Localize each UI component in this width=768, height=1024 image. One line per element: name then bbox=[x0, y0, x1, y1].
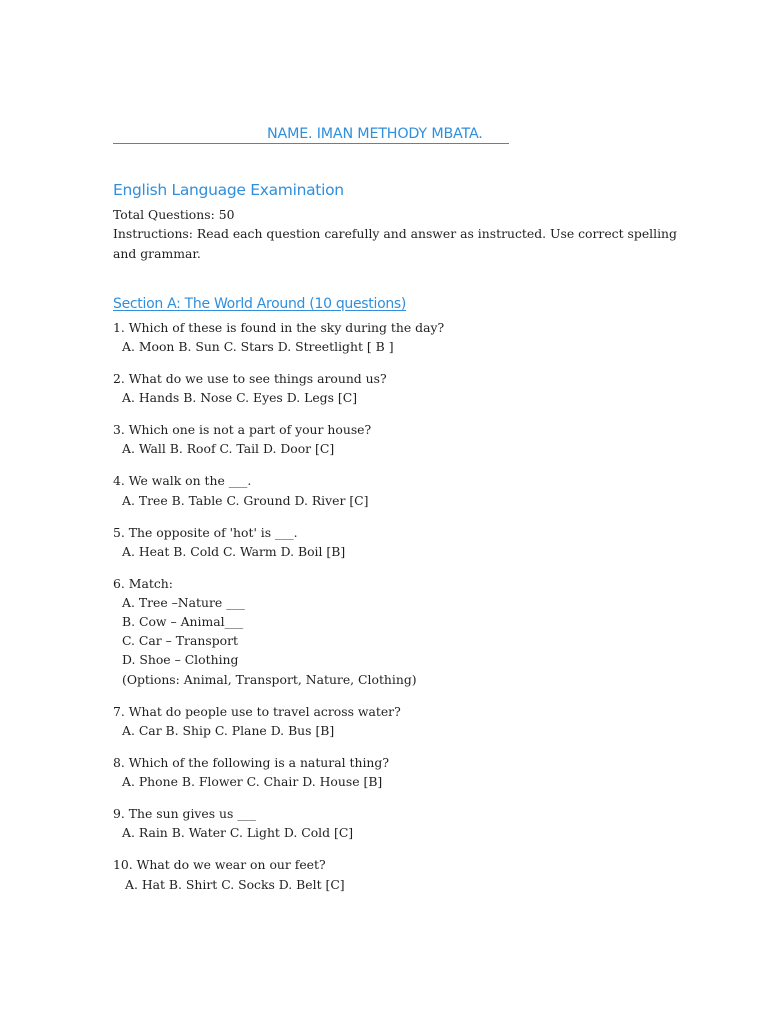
question-1-options: A. Moon B. Sun C. Stars D. Streetlight [ B ] bbox=[122, 339, 394, 354]
question-8-options: A. Phone B. Flower C. Chair D. House [B] bbox=[122, 774, 383, 789]
match-options: (Options: Animal, Transport, Nature, Clothing) bbox=[122, 672, 417, 687]
question-9-options: A. Rain B. Water C. Light D. Cold [C] bbox=[122, 825, 354, 840]
question-5-options: A. Heat B. Cold C. Warm D. Boil [B] bbox=[122, 544, 346, 559]
question-7: 7. What do people use to travel across water? bbox=[113, 704, 401, 719]
student-name: NAME. IMAN METHODY MBATA. bbox=[267, 126, 483, 142]
match-line-b: B. Cow – Animal___ bbox=[122, 614, 244, 629]
question-10-options: A. Hat B. Shirt C. Socks D. Belt [C] bbox=[125, 877, 345, 892]
question-3: 3. Which one is not a part of your house? bbox=[113, 422, 372, 437]
total-questions: Total Questions: 50 bbox=[113, 207, 235, 222]
question-5: 5. The opposite of 'hot' is ___. bbox=[113, 525, 298, 540]
question-4: 4. We walk on the ___. bbox=[113, 473, 252, 488]
question-2: 2. What do we use to see things around us? bbox=[113, 371, 387, 386]
section-a-title: Section A: The World Around (10 questions) bbox=[113, 296, 407, 312]
instructions-line-1: Instructions: Read each question carefully and answer as instructed. Use correct spelling bbox=[113, 226, 677, 241]
exam-title: English Language Examination bbox=[113, 181, 344, 199]
match-line-a: A. Tree –Nature ___ bbox=[122, 595, 245, 610]
question-2-options: A. Hands B. Nose C. Eyes D. Legs [C] bbox=[122, 390, 358, 405]
question-6: 6. Match: bbox=[113, 576, 173, 591]
match-line-d: D. Shoe – Clothing bbox=[122, 652, 239, 667]
match-line-c: C. Car – Transport bbox=[122, 633, 238, 648]
question-7-options: A. Car B. Ship C. Plane D. Bus [B] bbox=[122, 723, 335, 738]
question-3-options: A. Wall B. Roof C. Tail D. Door [C] bbox=[122, 441, 335, 456]
question-9: 9. The sun gives us ___ bbox=[113, 806, 256, 821]
question-10: 10. What do we wear on our feet? bbox=[113, 857, 326, 872]
instructions-line-2: and grammar. bbox=[113, 246, 201, 261]
question-1: 1. Which of these is found in the sky during the day? bbox=[113, 320, 445, 335]
question-8: 8. Which of the following is a natural thing? bbox=[113, 755, 389, 770]
question-4-options: A. Tree B. Table C. Ground D. River [C] bbox=[122, 493, 369, 508]
